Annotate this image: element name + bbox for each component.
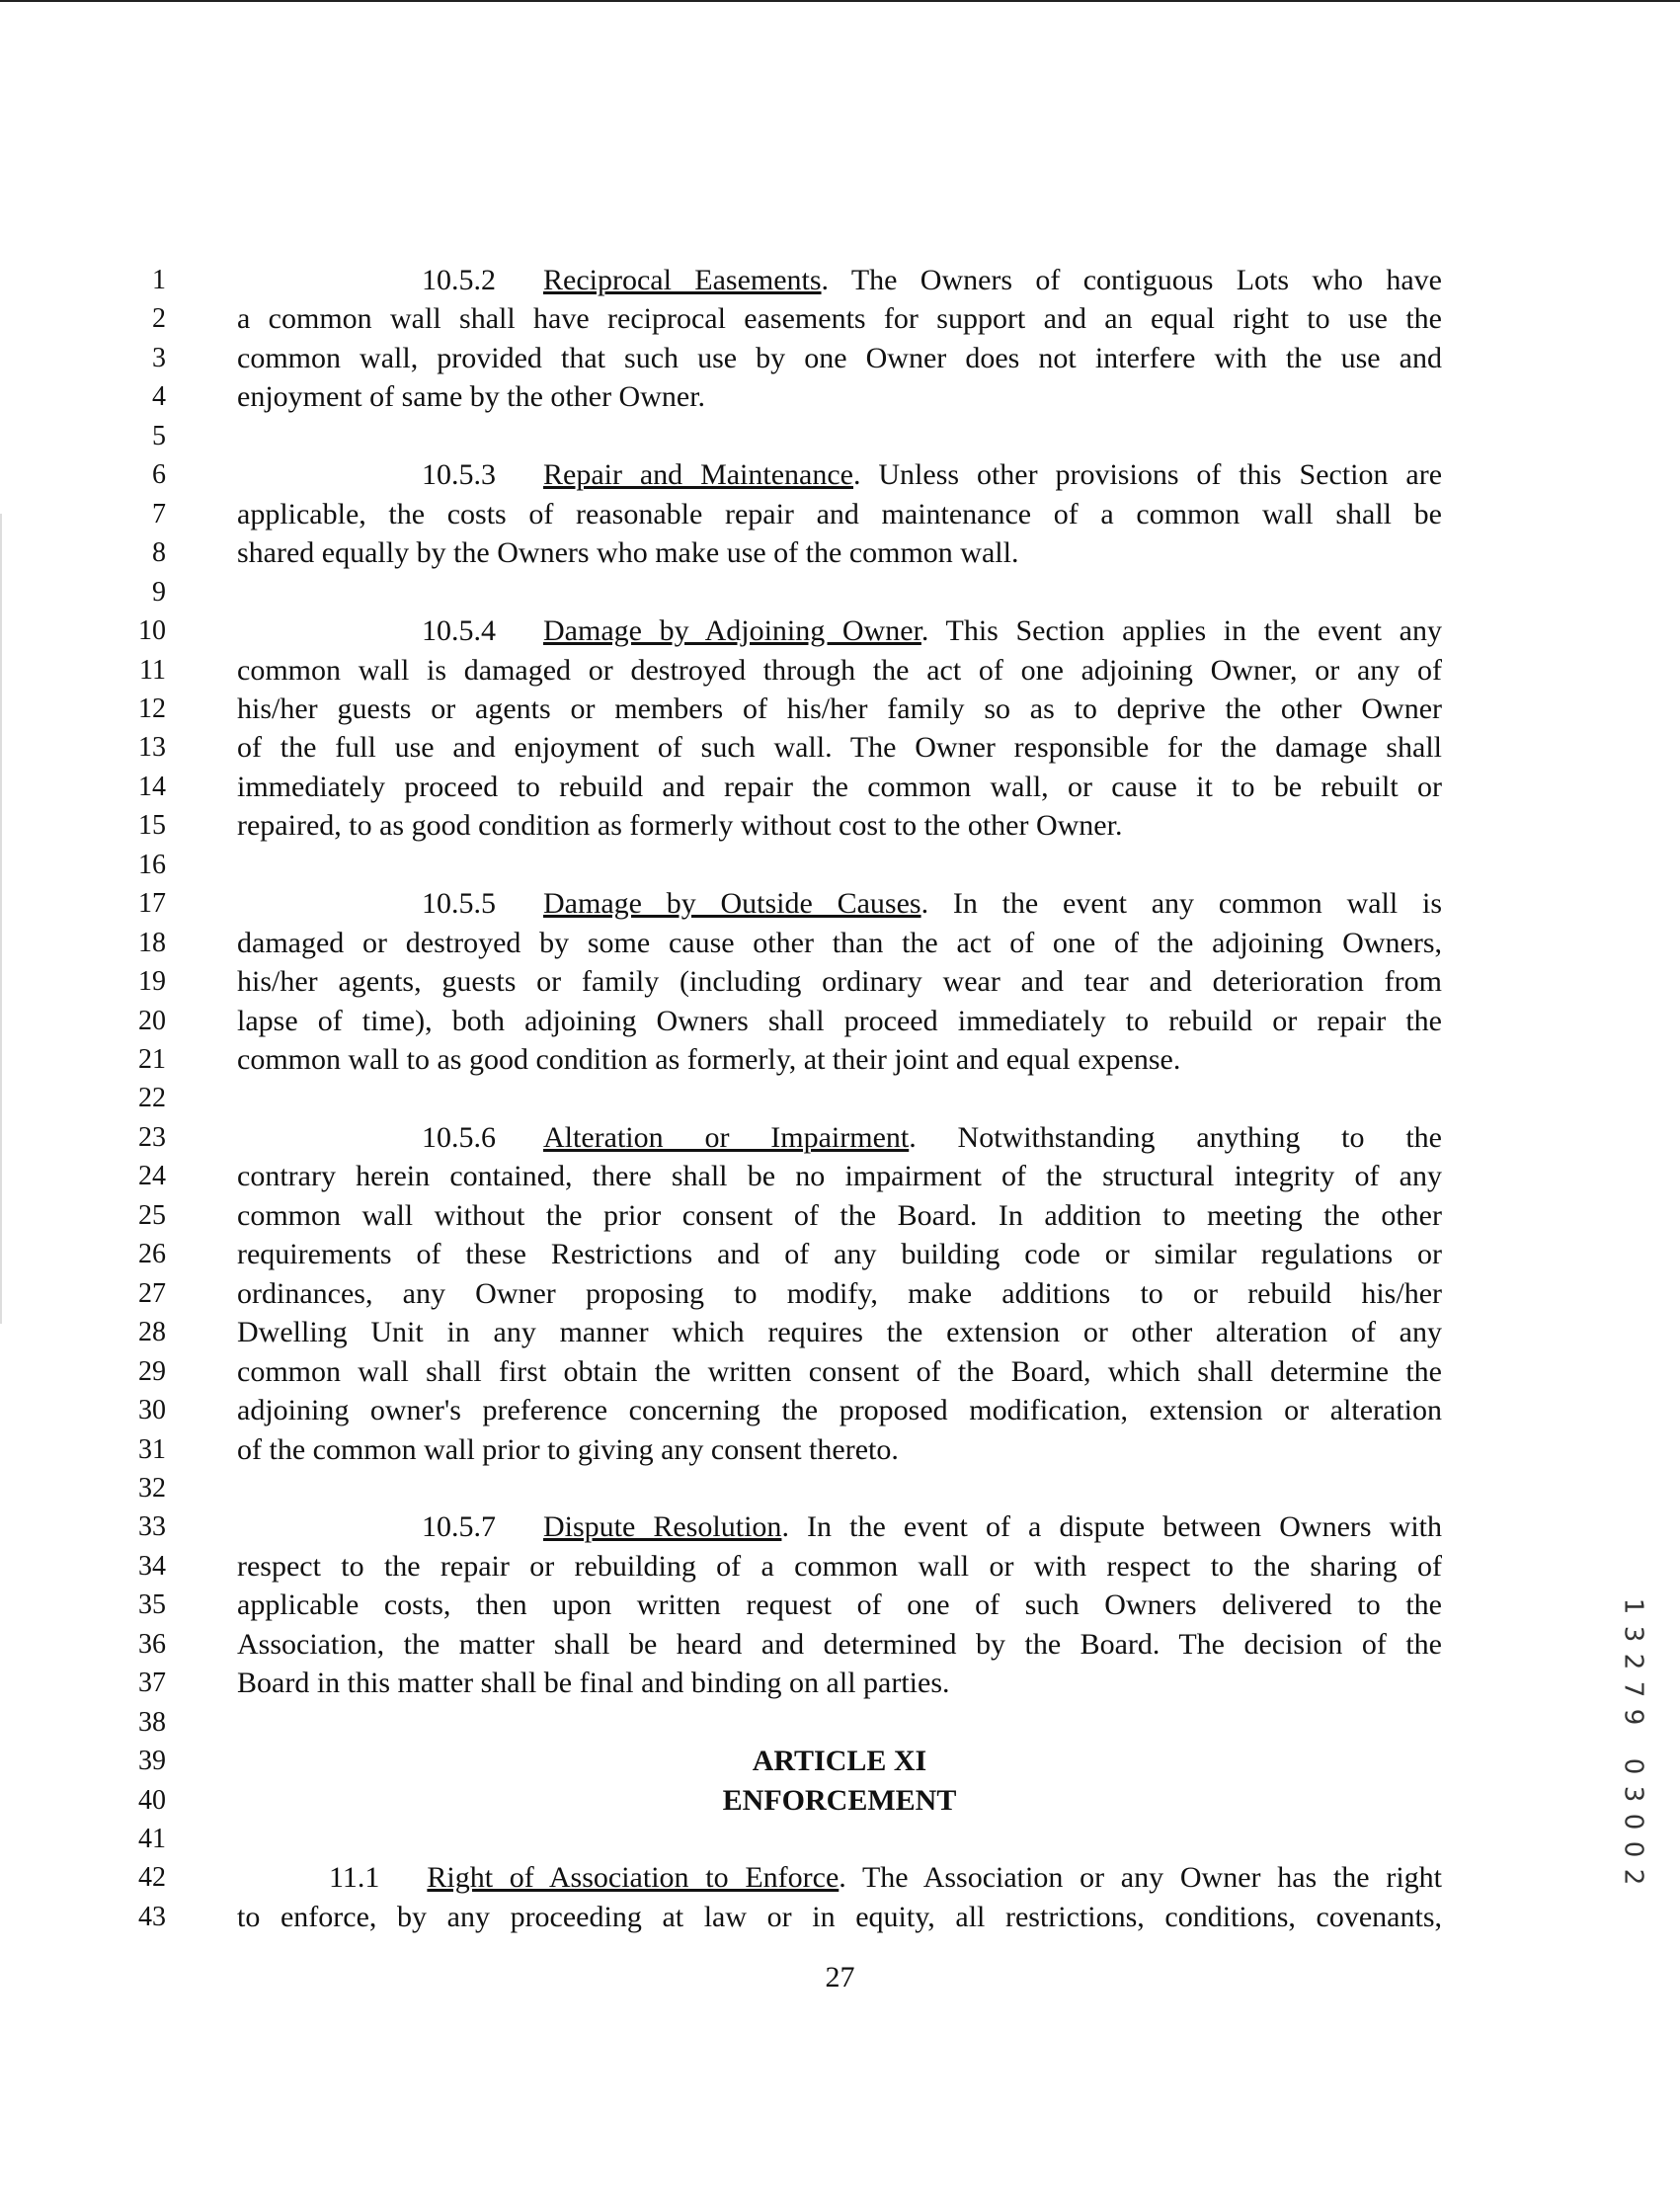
stamp-digit: 3 [1617, 1785, 1647, 1803]
document-line [0, 495, 1680, 534]
document-line [0, 1040, 1680, 1080]
document-line [0, 417, 1680, 456]
section-number: 10.5.3 [422, 458, 496, 491]
line-text: of the full use and enjoyment of such wall. The Owner responsible for the damage shall [237, 731, 1442, 764]
article-heading: ENFORCEMENT [722, 1784, 957, 1817]
section-title: Damage by Outside Causes [543, 887, 921, 920]
document-line [0, 1742, 1680, 1781]
document-line [0, 299, 1680, 339]
document-line [0, 690, 1680, 729]
document-line [0, 1430, 1680, 1470]
document-line [0, 1002, 1680, 1041]
section-title: Damage by Adjoining Owner [543, 614, 921, 647]
document-line [0, 1469, 1680, 1508]
page-top-edge [0, 0, 1680, 2]
stamp-digit: 3 [1617, 1625, 1647, 1643]
stamp-digit: 2 [1617, 1868, 1647, 1886]
line-number: 41 [138, 1824, 166, 1854]
line-number: 2 [152, 303, 166, 334]
document-line [0, 1313, 1680, 1352]
stamp-digit: 1 [1617, 1597, 1647, 1615]
document-line [0, 1898, 1680, 1937]
document-line [0, 1235, 1680, 1274]
line-text: adjoining owner's preference concerning the proposed modification, extension or alteration [237, 1394, 1442, 1426]
section-text: . This Section applies in the event any [920, 614, 1442, 647]
document-line [0, 1352, 1680, 1392]
line-text: common wall to as good condition as formerly, at their joint and equal expense. [237, 1043, 1181, 1076]
line-number: 8 [152, 537, 166, 568]
document-line [0, 1858, 1680, 1898]
line-number: 21 [138, 1044, 166, 1075]
line-text: common wall without the prior consent of the Board. In addition to meeting the other [237, 1199, 1442, 1232]
section-text: . In the event of a dispute between Owners with [781, 1510, 1442, 1543]
line-text: requirements of these Restrictions and of any building code or similar regulations or [237, 1238, 1442, 1270]
line-number: 14 [138, 772, 166, 802]
line-text: Board in this matter shall be final and binding on all parties. [237, 1667, 950, 1699]
line-number: 9 [152, 577, 166, 608]
section-number: 10.5.6 [422, 1121, 496, 1154]
line-number: 4 [152, 381, 166, 412]
line-text: Association, the matter shall be heard and determined by the Board. The decision of the [237, 1628, 1442, 1661]
document-line [0, 768, 1680, 807]
line-number: 6 [152, 459, 166, 490]
stamp-digit: 0 [1617, 1757, 1647, 1775]
line-text: repaired, to as good condition as formerly without cost to the other Owner. [237, 809, 1123, 842]
document-line [0, 1586, 1680, 1625]
line-number: 38 [138, 1707, 166, 1738]
section-text: . The Association or any Owner has the right [839, 1861, 1442, 1894]
line-number: 10 [138, 615, 166, 646]
document-line [0, 884, 1680, 924]
document-line [0, 806, 1680, 846]
section-number: 10.5.5 [422, 887, 496, 920]
line-number: 34 [138, 1551, 166, 1582]
line-text: shared equally by the Owners who make use of the common wall. [237, 536, 1019, 569]
section-number: 10.5.2 [422, 264, 496, 296]
line-text: applicable costs, then upon written request of one of such Owners delivered to the [237, 1588, 1442, 1621]
stamp-digit: 2 [1617, 1653, 1647, 1670]
document-line [0, 1703, 1680, 1743]
document-line [0, 846, 1680, 885]
line-text: lapse of time), both adjoining Owners shall proceed immediately to rebuild or repair the [237, 1005, 1442, 1037]
line-text: to enforce, by any proceeding at law or in equity, all restrictions, conditions, covenants, [237, 1901, 1442, 1933]
document-line [0, 1781, 1680, 1821]
line-number: 16 [138, 850, 166, 880]
document-line [0, 573, 1680, 612]
line-number: 40 [138, 1785, 166, 1816]
document-line [0, 1196, 1680, 1236]
document-line [0, 1079, 1680, 1118]
line-number: 17 [138, 888, 166, 919]
line-number: 15 [138, 810, 166, 841]
line-number: 39 [138, 1746, 166, 1776]
document-line [0, 651, 1680, 691]
line-number: 20 [138, 1006, 166, 1036]
document-line [0, 261, 1680, 300]
line-number: 5 [152, 421, 166, 451]
document-line [0, 1625, 1680, 1665]
line-text: enjoyment of same by the other Owner. [237, 380, 706, 413]
line-number: 3 [152, 343, 166, 373]
line-number: 37 [138, 1668, 166, 1698]
line-number: 33 [138, 1511, 166, 1542]
document-line [0, 611, 1680, 651]
line-number: 26 [138, 1239, 166, 1269]
document-line [0, 962, 1680, 1002]
line-text: his/her guests or agents or members of his/her family so as to deprive the other Owner [237, 692, 1442, 725]
section-text: . In the event any common wall is [920, 887, 1442, 920]
section-title: Alteration or Impairment [543, 1121, 910, 1154]
stamp-digit: 0 [1617, 1813, 1647, 1831]
line-number: 42 [138, 1862, 166, 1893]
document-line [0, 533, 1680, 573]
line-number: 18 [138, 928, 166, 958]
line-number: 13 [138, 732, 166, 763]
line-number: 1 [152, 265, 166, 295]
line-text: common wall, provided that such use by one Owner does not interfere with the use and [237, 342, 1442, 374]
line-number: 28 [138, 1317, 166, 1347]
document-line [0, 728, 1680, 768]
line-text [329, 1858, 1442, 1898]
document-line [0, 377, 1680, 417]
line-text: Dwelling Unit in any manner which requires the extension or other alteration of any [237, 1316, 1442, 1348]
section-text: . The Owners of contiguous Lots who have [821, 264, 1442, 296]
line-text: his/her agents, guests or family (including ordinary wear and tear and deterioration from [237, 965, 1442, 998]
document-line [0, 1820, 1680, 1859]
document-line [0, 455, 1680, 495]
section-title: Reciprocal Easements [543, 264, 822, 296]
line-number: 24 [138, 1161, 166, 1191]
section-text: . Notwithstanding anything to the [909, 1121, 1442, 1154]
line-text [422, 455, 1442, 495]
section-title: Right of Association to Enforce [427, 1861, 840, 1894]
line-text: common wall is damaged or destroyed through the act of one adjoining Owner, or any of [237, 654, 1442, 687]
line-number: 12 [138, 693, 166, 724]
document-line [0, 1391, 1680, 1430]
line-number: 11 [139, 655, 166, 686]
line-text: damaged or destroyed by some cause other than the act of one of the adjoining Owners, [237, 927, 1442, 959]
line-number: 31 [138, 1434, 166, 1465]
page-number: 27 [825, 1961, 855, 1994]
line-text: a common wall shall have reciprocal easements for support and an equal right to use the [237, 302, 1442, 335]
document-line [0, 1118, 1680, 1158]
line-number: 29 [138, 1356, 166, 1387]
section-text: . Unless other provisions of this Section are [853, 458, 1442, 491]
document-line [0, 1507, 1680, 1547]
line-text: applicable, the costs of reasonable repair and maintenance of a common wall shall be [237, 498, 1442, 530]
side-recording-stamp [1615, 1592, 1650, 1891]
section-number: 10.5.4 [422, 614, 496, 647]
line-text: common wall shall first obtain the written consent of the Board, which shall determine the [237, 1355, 1442, 1388]
line-number: 32 [138, 1473, 166, 1504]
line-text [422, 611, 1442, 651]
line-number: 19 [138, 966, 166, 997]
line-text [422, 884, 1442, 924]
line-number: 27 [138, 1278, 166, 1309]
line-number: 23 [138, 1122, 166, 1153]
line-number: 43 [138, 1902, 166, 1932]
line-text: respect to the repair or rebuilding of a common wall or with respect to the sharing of [237, 1550, 1442, 1583]
stamp-digit: 7 [1617, 1680, 1647, 1698]
document-line [0, 339, 1680, 378]
document-line [0, 1274, 1680, 1314]
line-text [422, 1118, 1442, 1158]
line-text: contrary herein contained, there shall be no impairment of the structural integrity of any [237, 1160, 1442, 1192]
document-line [0, 1664, 1680, 1703]
document-line [0, 924, 1680, 963]
section-title: Repair and Maintenance [543, 458, 853, 491]
line-text [422, 1507, 1442, 1547]
section-title: Dispute Resolution [543, 1510, 782, 1543]
section-number: 11.1 [329, 1861, 380, 1894]
line-number: 36 [138, 1629, 166, 1660]
line-number: 35 [138, 1589, 166, 1620]
line-number: 30 [138, 1395, 166, 1425]
section-number: 10.5.7 [422, 1510, 496, 1543]
line-number: 25 [138, 1200, 166, 1231]
document-line [0, 1157, 1680, 1196]
line-text: of the common wall prior to giving any consent thereto. [237, 1433, 899, 1466]
line-text [422, 261, 1442, 300]
line-number: 7 [152, 499, 166, 529]
article-heading: ARTICLE XI [752, 1745, 927, 1777]
stamp-digit: 9 [1617, 1708, 1647, 1726]
line-text: ordinances, any Owner proposing to modify, make additions to or rebuild his/her [237, 1277, 1442, 1310]
line-number: 22 [138, 1083, 166, 1113]
line-text: immediately proceed to rebuild and repair the common wall, or cause it to be rebuilt or [237, 771, 1442, 803]
stamp-digit: 0 [1617, 1840, 1647, 1858]
document-line [0, 1547, 1680, 1587]
